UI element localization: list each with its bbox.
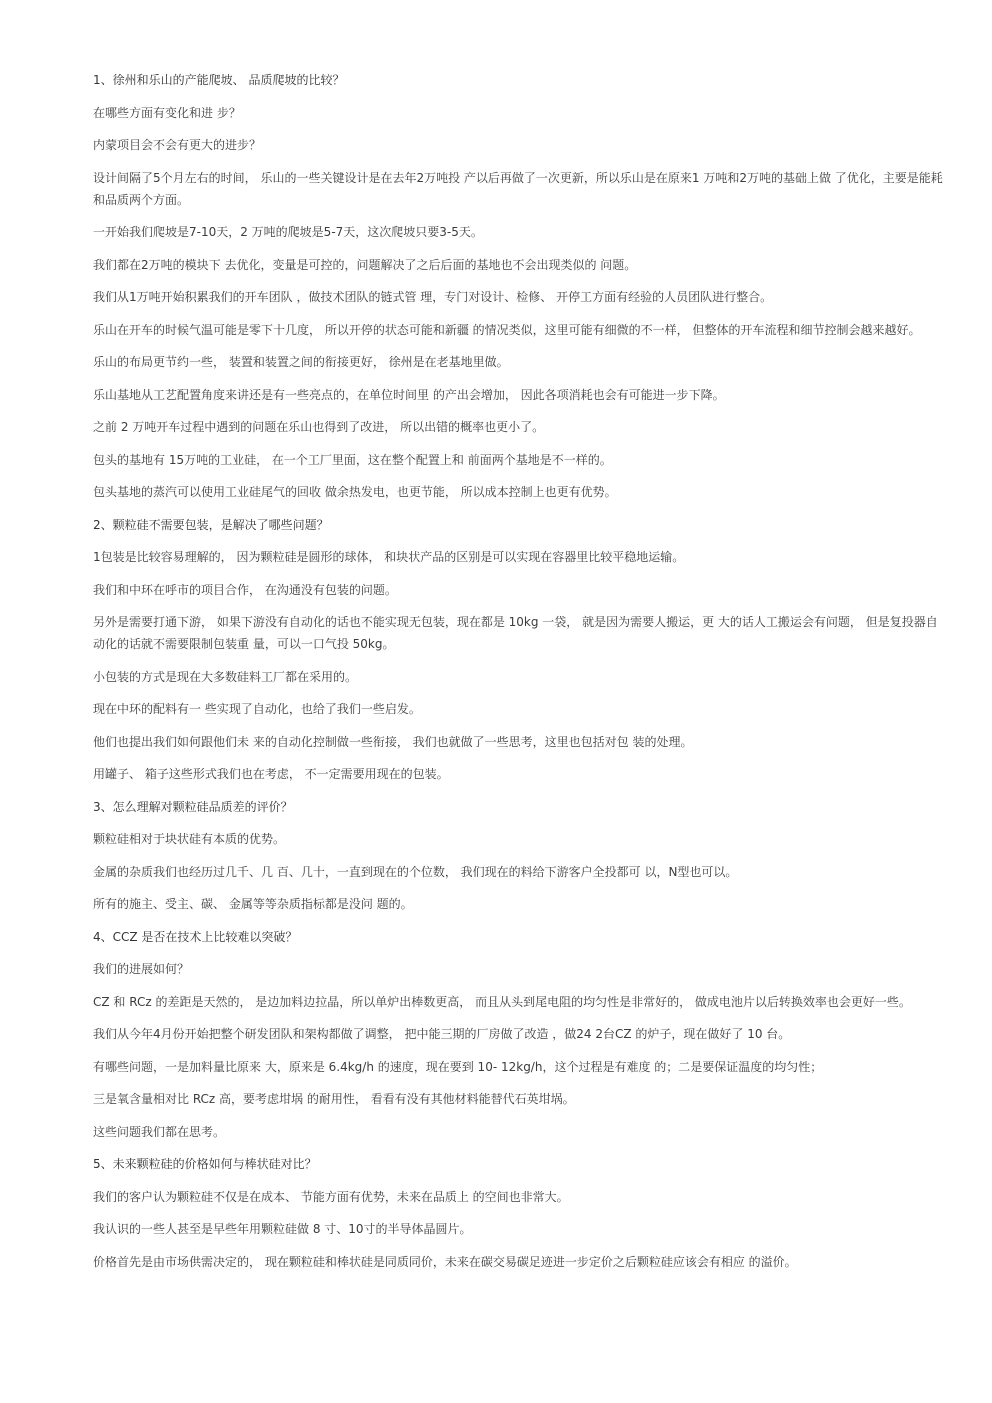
question-4-heading: 4、CCZ 是否在技术上比较难以突破？	[93, 929, 298, 944]
question-2-heading: 2、颗粒硅不需要包装，是解决了哪些问题？	[93, 517, 329, 532]
paragraph: 乐山的布局更节约一些， 装置和装置之间的衔接更好， 徐州是在老基地里做。	[93, 355, 509, 369]
paragraph: 包头基地的蒸汽可以使用工业硅尾气的回收 做余热发电，也更节能， 所以成本控制上也更有优势。	[93, 485, 617, 499]
paragraph: 我们和中环在呼市的项目合作， 在沟通没有包装的问题。	[93, 582, 397, 597]
document-body	[93, 69, 945, 1283]
paragraph: 另外是需要打通下游， 如果下游没有自动化的话也不能实现无包装，现在都是 10kg 一袋， 就是因为需要人搬运，更 大的话人工搬运会有问题， 但是复投器自动化的话就不需要限制包装重 量，可以一口气投 50kg。	[93, 615, 938, 651]
paragraph: 我认识的一些人甚至是早些年用颗粒硅做 8 寸、10寸的半导体晶圆片。	[93, 1222, 472, 1236]
paragraph: 我们都在2万吨的模块下 去优化，变量是可控的，问题解决了之后后面的基地也不会出现类似的 问题。	[93, 257, 637, 272]
paragraph: 我们从1万吨开始积累我们的开车团队 ，做技术团队的链式管 理，专门对设计、检修、 开停工方面有经验的人员团队进行整合。	[93, 290, 773, 304]
paragraph: 金属的杂质我们也经历过几千、几 百、几十，一直到现在的个位数， 我们现在的料给下游客户全投都可 以，N型也可以。	[93, 864, 738, 879]
paragraph: 用罐子、 箱子这些形式我们也在考虑， 不一定需要用现在的包装。	[93, 767, 449, 781]
paragraph: 所有的施主、受主、碳、 金属等等杂质指标都是没问 题的。	[93, 897, 413, 911]
paragraph: 有哪些问题，一是加料量比原来 大，原来是 6.4kg/h 的速度，现在要到 10- 12kg/h，这个过程是有难度 的；二是要保证温度的均匀性；	[93, 1059, 823, 1074]
paragraph: 我们的客户认为颗粒硅不仅是在成本、 节能方面有优势，未来在品质上 的空间也非常大。	[93, 1189, 569, 1204]
paragraph: CZ 和 RCz 的差距是天然的， 是边加料边拉晶，所以单炉出棒数更高， 而且从头到尾电阻的均匀性是非常好的， 做成电池片以后转换效率也会更好一些。	[93, 994, 911, 1009]
paragraph: 之前 2 万吨开车过程中遇到的问题在乐山也得到了改进， 所以出错的概率也更小了。	[93, 420, 545, 434]
question-5-heading: 5、未来颗粒硅的价格如何与棒状硅对比？	[93, 1157, 317, 1171]
paragraph: 1包装是比较容易理解的， 因为颗粒硅是圆形的球体， 和块状产品的区别是可以实现在容器里比较平稳地运输。	[93, 550, 685, 564]
paragraph: 颗粒硅相对于块状硅有本质的优势。	[93, 832, 286, 846]
paragraph: 在哪些方面有变化和进 步？	[93, 105, 241, 120]
paragraph: 设计间隔了5个月左右的时间， 乐山的一些关键设计是在去年2万吨投 产以后再做了一次更新，所以乐山是在原来1 万吨和2万吨的基础上做 了优化，主要是能耗和品质两个方面。	[93, 170, 943, 207]
paragraph: 三是氧含量相对比 RCz 高，要考虑坩埚 的耐用性， 看看有没有其他材料能替代石英坩埚。	[93, 1092, 575, 1106]
question-3-heading: 3、怎么理解对颗粒硅品质差的评价？	[93, 799, 293, 814]
paragraph: 他们也提出我们如何跟他们未 来的自动化控制做一些衔接， 我们也就做了一些思考，这里也包括对包 装的处理。	[93, 734, 693, 749]
paragraph: 现在中环的配料有一 些实现了自动化，也给了我们一些启发。	[93, 702, 421, 716]
question-1-heading: 1、徐州和乐山的产能爬坡、 品质爬坡的比较？	[93, 73, 345, 87]
paragraph: 乐山基地从工艺配置角度来讲还是有一些亮点的，在单位时间里 的产出会增加， 因此各项消耗也会有可能进一步下降。	[93, 387, 725, 402]
paragraph: 乐山在开车的时候气温可能是零下十几度， 所以开停的状态可能和新疆 的情况类似，这里可能有细微的不一样， 但整体的开车流程和细节控制会越来越好。	[93, 322, 921, 337]
paragraph: 小包装的方式是现在大多数硅料工厂都在采用的。	[93, 669, 358, 684]
paragraph: 包头的基地有 15万吨的工业硅， 在一个工厂里面，这在整个配置上和 前面两个基地是不一样的。	[93, 452, 612, 467]
paragraph: 这些问题我们都在思考。	[93, 1124, 226, 1139]
paragraph: 一开始我们爬坡是7-10天，2 万吨的爬坡是5-7天，这次爬坡只要3-5天。	[93, 225, 483, 239]
paragraph: 内蒙项目会不会有更大的进步？	[93, 138, 262, 152]
paragraph: 我们从今年4月份开始把整个研发团队和架构都做了调整， 把中能三期的厂房做了改造 ，做24 2台CZ 的炉子，现在做好了 10 台。	[93, 1027, 791, 1041]
paragraph: 价格首先是由市场供需决定的， 现在颗粒硅和棒状硅是同质同价，未来在碳交易碳足迹进一步定价之后颗粒硅应该会有相应 的溢价。	[93, 1254, 797, 1269]
paragraph: 我们的进展如何？	[93, 962, 190, 976]
